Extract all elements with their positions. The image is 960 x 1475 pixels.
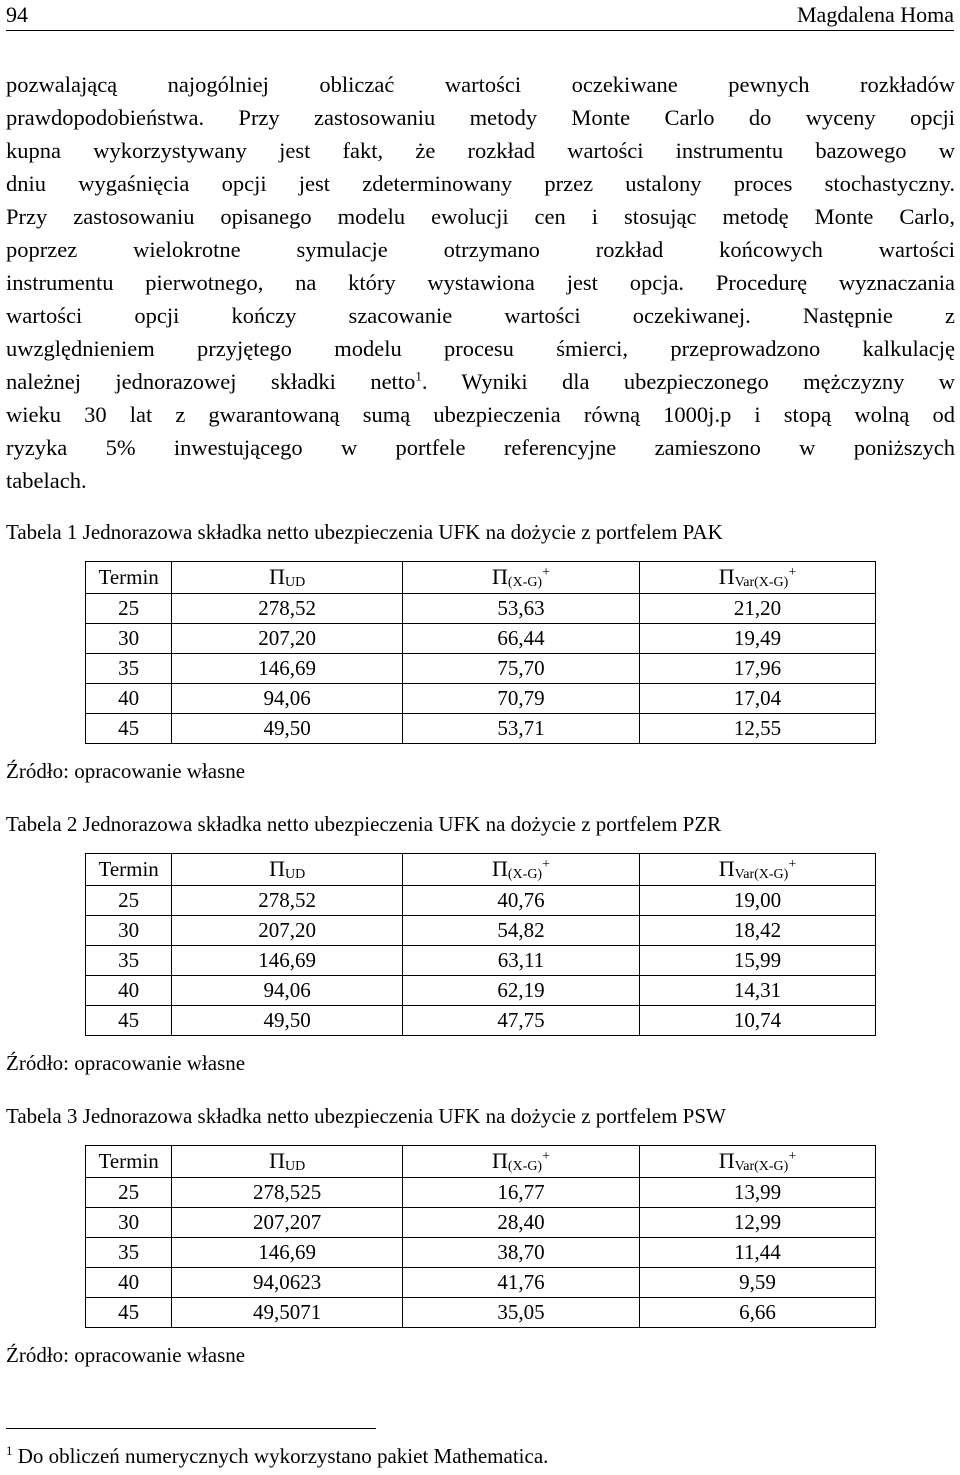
pi-symbol: Π <box>269 564 285 589</box>
table-cell: 94,06 <box>172 684 403 714</box>
table-row <box>86 594 876 624</box>
table-cell: 146,69 <box>172 1238 403 1268</box>
table-header-row <box>86 1146 876 1178</box>
table-cell: 54,82 <box>403 916 640 946</box>
body-paragraph <box>6 68 955 497</box>
body-line: dniu wygaśnięcia opcji jest zdeterminowany przez ustalony proces stochastyczny. <box>6 171 955 196</box>
pi-symbol: Π <box>269 856 285 881</box>
table-cell: 25 <box>86 1178 172 1208</box>
table-cell: 75,70 <box>403 654 640 684</box>
table-cell: 40 <box>86 1268 172 1298</box>
table-cell: 49,5071 <box>172 1298 403 1328</box>
table-cell: 30 <box>86 624 172 654</box>
body-line: pozwalającą najogólniej obliczać wartości oczekiwane pewnych rozkładów <box>6 72 955 97</box>
header-pi-xg <box>403 562 640 594</box>
table-cell: 21,20 <box>640 594 876 624</box>
footnote-rule <box>6 1428 376 1429</box>
pi-symbol: Π <box>492 856 508 881</box>
table-cell: 207,20 <box>172 624 403 654</box>
table-cell: 6,66 <box>640 1298 876 1328</box>
table-cell: 35 <box>86 946 172 976</box>
header-pi-var <box>640 562 876 594</box>
subscript: UD <box>284 1159 306 1174</box>
table-cell: 18,42 <box>640 916 876 946</box>
body-line: ryzyka 5% inwestującego w portfele referencyjne zamieszono w poniższych <box>6 435 955 460</box>
data-table <box>85 853 876 1036</box>
table-cell: 19,49 <box>640 624 876 654</box>
table-caption: Tabela 1 Jednorazowa składka netto ubezpieczenia UFK na dożycie z portfelem PAK <box>6 520 723 544</box>
subscript: UD <box>284 867 306 882</box>
superscript: + <box>542 857 551 872</box>
table-cell: 13,99 <box>640 1178 876 1208</box>
page-number: 94 <box>6 2 28 27</box>
table-cell: 47,75 <box>403 1006 640 1036</box>
body-line: uwzględnieniem przyjętego modelu procesu śmierci, przeprowadzono kalkulację <box>6 336 955 361</box>
subscript: (X-G) <box>507 575 543 590</box>
table-cell: 25 <box>86 594 172 624</box>
table-cell: 53,63 <box>403 594 640 624</box>
body-line: tabelach. <box>6 468 87 493</box>
table-cell: 94,06 <box>172 976 403 1006</box>
table-cell: 45 <box>86 1006 172 1036</box>
table-cell: 38,70 <box>403 1238 640 1268</box>
table-cell: 30 <box>86 1208 172 1238</box>
table-cell: 45 <box>86 714 172 744</box>
table-row <box>86 684 876 714</box>
running-author: Magdalena Homa <box>797 2 954 27</box>
body-line: instrumentu pierwotnego, na który wystawiona jest opcja. Procedurę wyznaczania <box>6 270 955 295</box>
table-cell: 30 <box>86 916 172 946</box>
table-row <box>86 976 876 1006</box>
table-cell: 12,99 <box>640 1208 876 1238</box>
table-row <box>86 714 876 744</box>
table-row <box>86 916 876 946</box>
header-termin: Termin <box>86 1146 172 1178</box>
header-termin: Termin <box>86 854 172 886</box>
table-cell: 15,99 <box>640 946 876 976</box>
table-cell: 35 <box>86 654 172 684</box>
table-row <box>86 1238 876 1268</box>
table-cell: 207,207 <box>172 1208 403 1238</box>
table-row <box>86 1208 876 1238</box>
subscript: (X-G) <box>507 1159 543 1174</box>
table-cell: 278,52 <box>172 886 403 916</box>
table-cell: 62,19 <box>403 976 640 1006</box>
header-pi-var <box>640 854 876 886</box>
table-cell: 9,59 <box>640 1268 876 1298</box>
table-cell: 146,69 <box>172 654 403 684</box>
header-pi-ud <box>172 562 403 594</box>
superscript: + <box>788 565 797 580</box>
table-header-row <box>86 562 876 594</box>
table-cell: 11,44 <box>640 1238 876 1268</box>
table-cell: 16,77 <box>403 1178 640 1208</box>
table-cell: 278,525 <box>172 1178 403 1208</box>
header-pi-var <box>640 1146 876 1178</box>
table-cell: 53,71 <box>403 714 640 744</box>
table-row <box>86 1268 876 1298</box>
table-row <box>86 1298 876 1328</box>
pi-symbol: Π <box>718 564 735 589</box>
pi-symbol: Π <box>492 1148 508 1173</box>
pi-symbol: Π <box>492 564 508 589</box>
body-line-with-footnote <box>6 365 955 398</box>
table-cell: 278,52 <box>172 594 403 624</box>
subscript: UD <box>284 575 306 590</box>
body-line-end: . Wyniki dla ubezpieczonego mężczyzny w <box>421 369 955 394</box>
table-cell: 207,20 <box>172 916 403 946</box>
body-line: prawdopodobieństwa. Przy zastosowaniu metody Monte Carlo do wyceny opcji <box>6 105 955 130</box>
pi-symbol: Π <box>718 856 735 881</box>
pi-symbol: Π <box>718 1148 735 1173</box>
table-source: Źródło: opracowanie własne <box>6 1343 246 1367</box>
table-cell: 14,31 <box>640 976 876 1006</box>
page-header <box>6 2 954 31</box>
table-cell: 49,50 <box>172 714 403 744</box>
table-cell: 12,55 <box>640 714 876 744</box>
superscript: + <box>788 1149 797 1164</box>
table-cell: 35 <box>86 1238 172 1268</box>
superscript: + <box>542 1149 551 1164</box>
table-row <box>86 886 876 916</box>
table-cell: 17,04 <box>640 684 876 714</box>
table-cell: 41,76 <box>403 1268 640 1298</box>
superscript: + <box>788 857 797 872</box>
table-cell: 70,79 <box>403 684 640 714</box>
header-termin: Termin <box>86 562 172 594</box>
table-row <box>86 946 876 976</box>
footnote <box>6 1444 548 1469</box>
table-source: Źródło: opracowanie własne <box>6 1051 246 1075</box>
body-line-start: należnej jednorazowej składki netto <box>6 369 416 394</box>
subscript: Var(X-G) <box>734 867 789 882</box>
table-cell: 49,50 <box>172 1006 403 1036</box>
table-cell: 146,69 <box>172 946 403 976</box>
body-line: wieku 30 lat z gwarantowaną sumą ubezpieczenia równą 1000j.p i stopą wolną od <box>6 402 955 427</box>
header-pi-ud <box>172 1146 403 1178</box>
table-cell: 40 <box>86 976 172 1006</box>
footnote-mark: 1 <box>6 1443 13 1458</box>
table-caption: Tabela 3 Jednorazowa składka netto ubezpieczenia UFK na dożycie z portfelem PSW <box>6 1104 726 1128</box>
superscript: + <box>542 565 551 580</box>
subscript: (X-G) <box>507 867 543 882</box>
header-pi-xg <box>403 1146 640 1178</box>
table-source: Źródło: opracowanie własne <box>6 759 246 783</box>
footnote-reference: 1 <box>415 368 422 384</box>
table-cell: 63,11 <box>403 946 640 976</box>
table-cell: 25 <box>86 886 172 916</box>
table-cell: 94,0623 <box>172 1268 403 1298</box>
pi-symbol: Π <box>269 1148 285 1173</box>
table-row <box>86 624 876 654</box>
table-cell: 40 <box>86 684 172 714</box>
body-line: Przy zastosowaniu opisanego modelu ewolucji cen i stosując metodę Monte Carlo, <box>6 204 955 229</box>
table-caption: Tabela 2 Jednorazowa składka netto ubezpieczenia UFK na dożycie z portfelem PZR <box>6 812 722 836</box>
table-cell: 19,00 <box>640 886 876 916</box>
header-pi-ud <box>172 854 403 886</box>
table-header-row <box>86 854 876 886</box>
body-line: kupna wykorzystywany jest fakt, że rozkład wartości instrumentu bazowego w <box>6 138 955 163</box>
table-cell: 66,44 <box>403 624 640 654</box>
subscript: Var(X-G) <box>734 1159 789 1174</box>
table-cell: 40,76 <box>403 886 640 916</box>
table-cell: 28,40 <box>403 1208 640 1238</box>
table-cell: 35,05 <box>403 1298 640 1328</box>
header-pi-xg <box>403 854 640 886</box>
data-table <box>85 1145 876 1328</box>
table-cell: 45 <box>86 1298 172 1328</box>
subscript: Var(X-G) <box>734 575 789 590</box>
data-table <box>85 561 876 744</box>
table-row <box>86 1178 876 1208</box>
footnote-text: Do obliczeń numerycznych wykorzystano pakiet Mathematica. <box>12 1444 549 1468</box>
body-line: poprzez wielokrotne symulacje otrzymano rozkład końcowych wartości <box>6 237 955 262</box>
table-cell: 17,96 <box>640 654 876 684</box>
table-cell: 10,74 <box>640 1006 876 1036</box>
body-line: wartości opcji kończy szacowanie wartości oczekiwanej. Następnie z <box>6 303 955 328</box>
table-row <box>86 654 876 684</box>
table-row <box>86 1006 876 1036</box>
